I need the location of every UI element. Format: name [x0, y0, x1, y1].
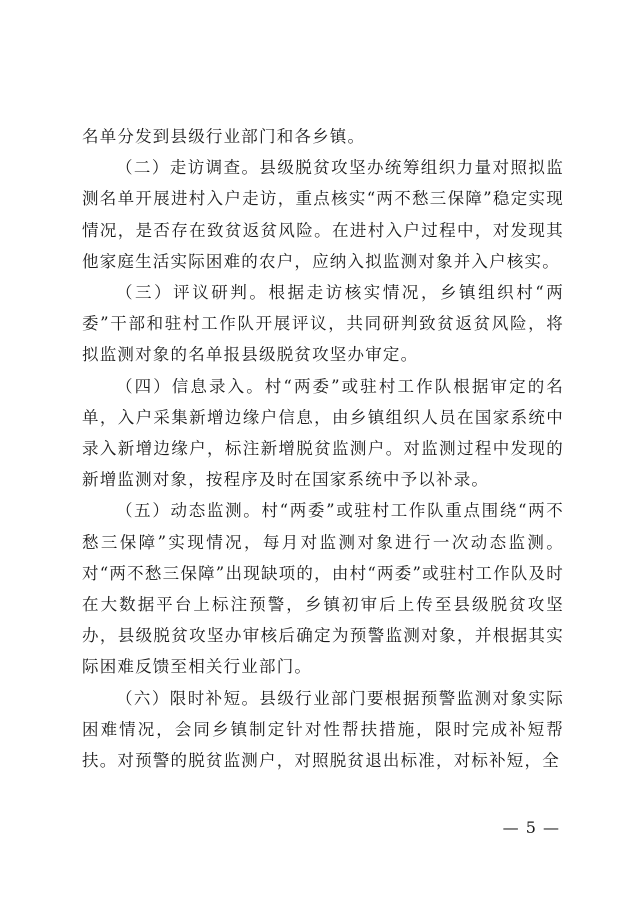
paragraph-timed-remedy: （六）限时补短。县级行业部门要根据预警监测对象实际困难情况，会同乡镇制定针对性帮扶措施，限时完成补短帮扶。对预警的脱贫监测户，对照脱贫退出标准，对标补短，全 — [82, 688, 564, 771]
paragraph-continuation: 名单分发到县级行业部门和各乡镇。 — [82, 127, 366, 146]
paragraph-data-entry: （四）信息录入。村“两委”或驻村工作队根据审定的名单，入户采集新增边缘户信息，由乡镇组织人员在国家系统中录入新增边缘户，标注新增脱贫监测户。对监测过程中发现的新增监测对象，按程序及时在国家系统中予以补录。 — [82, 376, 564, 490]
paragraph-evaluation: （三）评议研判。根据走访核实情况，乡镇组织村“两委”干部和驻村工作队开展评议，共同研判致贫返贫风险，将拟监测对象的名单报县级脱贫攻坚办审定。 — [82, 283, 564, 365]
paragraph-dynamic-monitoring: （五）动态监测。村“两委”或驻村工作队重点围绕“两不愁三保障”实现情况，每月对监测对象进行一次动态监测。对“两不愁三保障”出现缺项的，由村“两委”或驻村工作队及时在大数据平台上标注预警，乡镇初审后上传至县级脱贫攻坚办，县级脱贫攻坚办审核后确定为预警监测对象，并根据其实际困难反馈至相关行业部门。 — [82, 501, 564, 677]
paragraph-visit-survey: （二）走访调查。县级脱贫攻坚办统筹组织力量对照拟监测名单开展进村入户走访，重点核实“两不愁三保障”稳定实现情况，是否存在致贫返贫风险。在进村入户过程中，对发现其他家庭生活实际困难的农户，应纳入拟监测对象并入户核实。 — [82, 158, 564, 271]
document-body — [82, 121, 564, 776]
page-number: — 5 — — [502, 818, 560, 837]
